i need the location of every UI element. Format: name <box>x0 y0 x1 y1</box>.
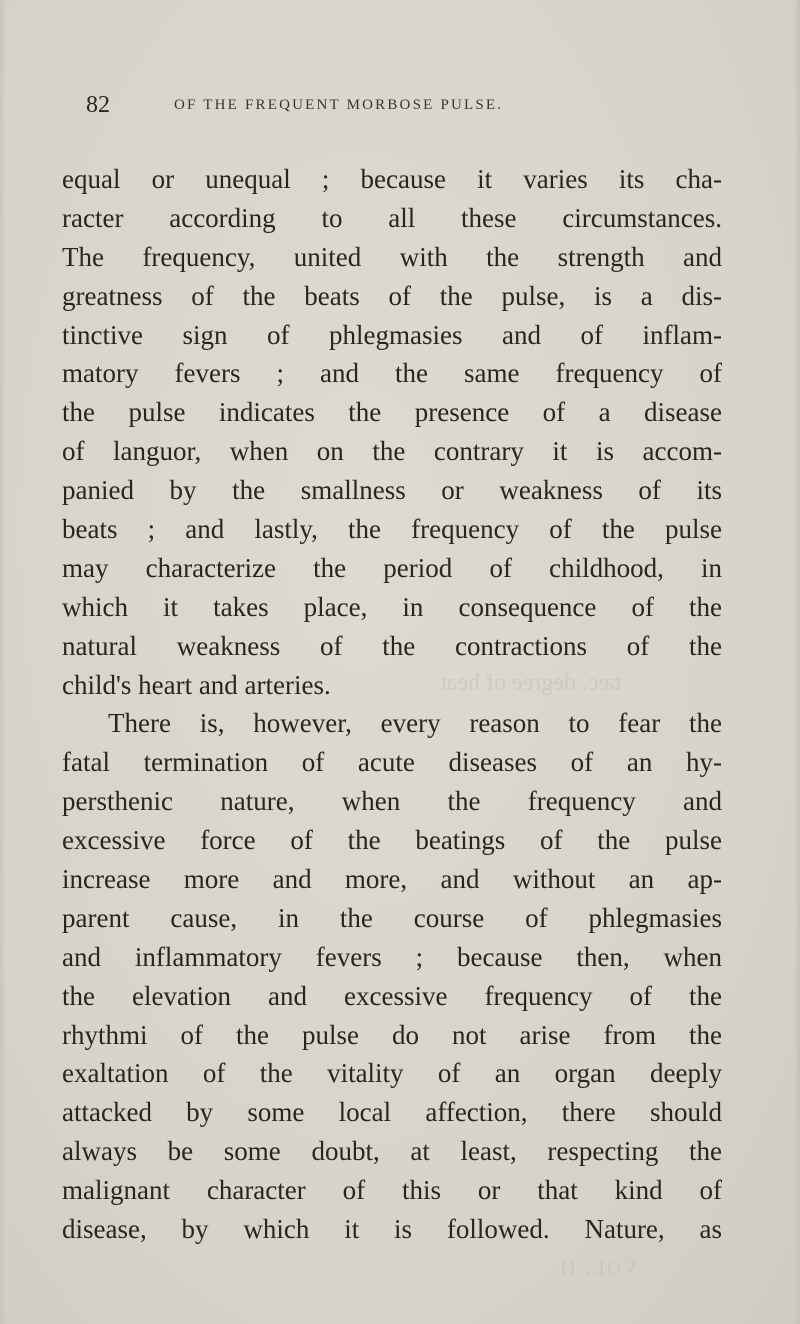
text-line: rhythmi of the pulse do not arise from the <box>62 1019 722 1050</box>
page-header <box>86 92 726 128</box>
text-line: equal or unequal ; because it varies its cha- <box>62 164 722 194</box>
text-line: greatness of the beats of the pulse, is a dis- <box>62 280 722 311</box>
text-line: tinctive sign of phlegmasies and of inflam- <box>62 319 722 350</box>
page-left-edge-shadow <box>0 0 6 1324</box>
text-line: beats ; and lastly, the frequency of the pulse <box>62 514 722 545</box>
page-right-edge-shadow <box>794 0 800 1324</box>
text-line: disease, by which it is followed. Nature, as <box>62 1214 722 1245</box>
text-line: increase more and more, and without an ap- <box>62 864 722 895</box>
running-head: OF THE FREQUENT MORBOSE PULSE. <box>174 97 504 113</box>
text-line: always be some doubt, at least, respecting the <box>62 1136 722 1167</box>
text-line: the elevation and excessive frequency of the <box>62 980 722 1011</box>
text-line: attacked by some local affection, there should <box>62 1097 722 1128</box>
text-line: and inflammatory fevers ; because then, when <box>62 941 722 972</box>
text-line: of languor, when on the contrary it is accom- <box>62 436 722 467</box>
text-line: The frequency, united with the strength and <box>62 241 722 272</box>
page-number: 82 <box>86 92 110 118</box>
text-line: matory fevers ; and the same frequency of <box>62 358 722 389</box>
text-line-paragraph-end: child's heart and arteries. <box>62 669 331 700</box>
text-line: the pulse indicates the presence of a disease <box>62 397 722 428</box>
show-through-text-lower: VOL. II. <box>550 1258 637 1278</box>
text-line: racter according to all these circumstances. <box>62 202 722 233</box>
text-line: malignant character of this or that kind of <box>62 1175 722 1206</box>
show-through-text-upper: tæc. degree of heat <box>440 670 622 696</box>
text-line-paragraph-start: There is, however, every reason to fear the <box>108 708 722 739</box>
text-line: may characterize the period of childhood, in <box>62 552 722 583</box>
text-line: panied by the smallness or weakness of its <box>62 475 722 506</box>
text-line: parent cause, in the course of phlegmasies <box>62 902 722 933</box>
text-line: persthenic nature, when the frequency and <box>62 786 722 817</box>
text-line: excessive force of the beatings of the pulse <box>62 825 722 856</box>
body-text <box>62 160 722 1249</box>
text-line: which it takes place, in consequence of the <box>62 591 722 622</box>
text-line: exaltation of the vitality of an organ deeply <box>62 1058 722 1089</box>
text-line: natural weakness of the contractions of the <box>62 630 722 661</box>
text-line: fatal termination of acute diseases of an hy- <box>62 747 722 778</box>
